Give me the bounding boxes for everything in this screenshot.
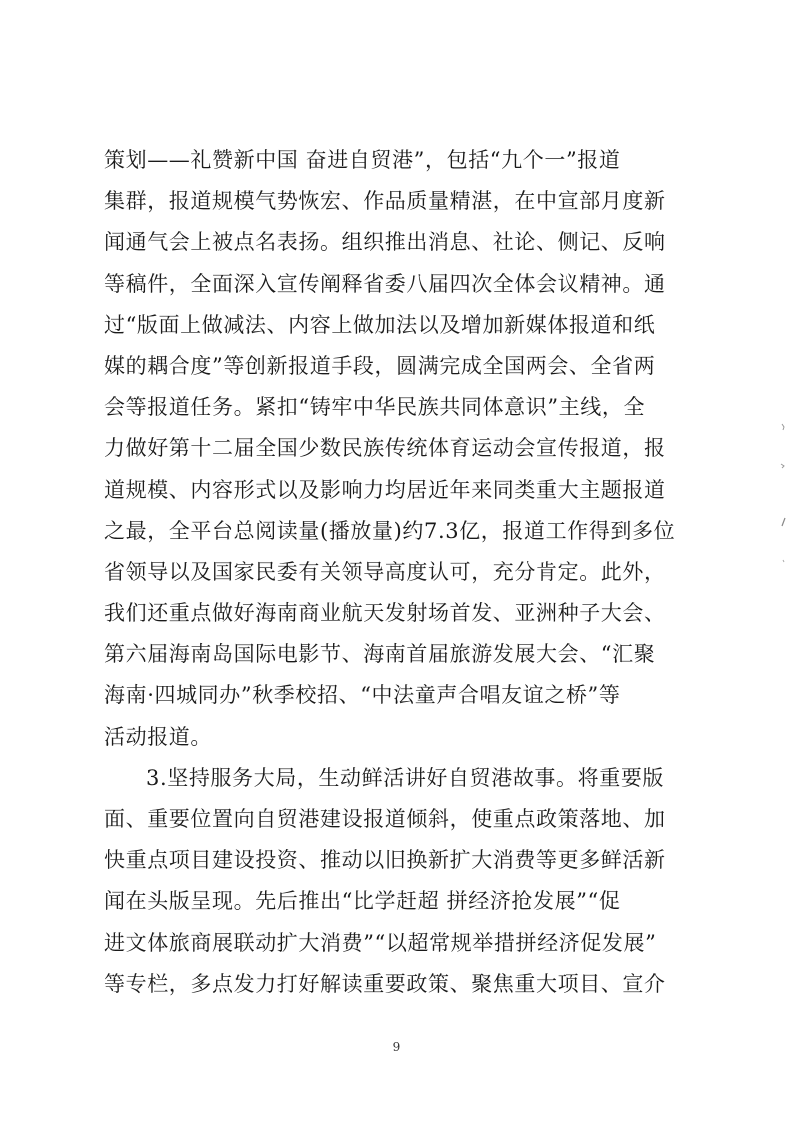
text-line: 会等报道任务。紧扣“铸牢中华民族共同体意识”主线，全 (104, 395, 646, 420)
text-line: 活动报道。 (104, 724, 212, 749)
text-line: 省领导以及国家民委有关领导高度认可，充分肯定。此外， (104, 559, 666, 584)
text-line: 我们还重点做好海南商业航天发射场首发、亚洲种子大会、 (104, 601, 666, 626)
text-line: 等专栏，多点发力打好解读重要政策、聚焦重大项目、宣介 (104, 971, 666, 996)
text-line: 等稿件，全面深入宣传阐释省委八届四次全体会议精神。通 (104, 271, 666, 296)
text-line: 闻通气会上被点名表扬。组织推出消息、社论、侧记、反响 (104, 230, 666, 255)
text-line: 第六届海南岛国际电影节、海南首届旅游发展大会、“汇聚 (104, 642, 656, 667)
text-line: 力做好第十二届全国少数民族传统体育运动会宣传报道，报 (104, 436, 666, 461)
text-line: 闻在头版呈现。先后推出“比学赶超 拼经济抢发展”“促 (104, 889, 621, 914)
text-line: 策划——礼赞新中国 奋进自贸港”，包括“九个一”报道 (104, 148, 621, 172)
text-line: 之最，全平台总阅读量(播放量)约7.3亿，报道工作得到多位 (104, 518, 676, 543)
text-line: 快重点项目建设投资、推动以旧换新扩大消费等更多鲜活新 (104, 848, 666, 873)
text-line: 媒的耦合度”等创新报道手段，圆满完成全国两会、全省两 (104, 353, 656, 378)
section-heading-line: 3.坚持服务大局，生动鲜活讲好自贸港故事。将重要版 (146, 765, 665, 790)
page-number: 9 (392, 1040, 401, 1054)
text-line: 面、重要位置向自贸港建设报道倾斜，使重点政策落地、加 (104, 807, 666, 831)
text-line: 集群，报道规模气势恢宏、作品质量精湛，在中宣部月度新 (104, 189, 666, 214)
text-line: 过“版面上做减法、内容上做加法以及增加新媒体报道和纸 (104, 312, 656, 337)
scan-margin-marks (776, 420, 790, 570)
text-line: 道规模、内容形式以及影响力均居近年来同类重大主题报道 (104, 477, 666, 502)
text-line: 海南·四城同办”秋季校招、“中法童声合唱友谊之桥”等 (104, 683, 621, 708)
body-text (104, 140, 694, 1005)
text-line: 进文体旅商展联动扩大消费”“以超常规举措拼经济促发展” (104, 930, 657, 955)
